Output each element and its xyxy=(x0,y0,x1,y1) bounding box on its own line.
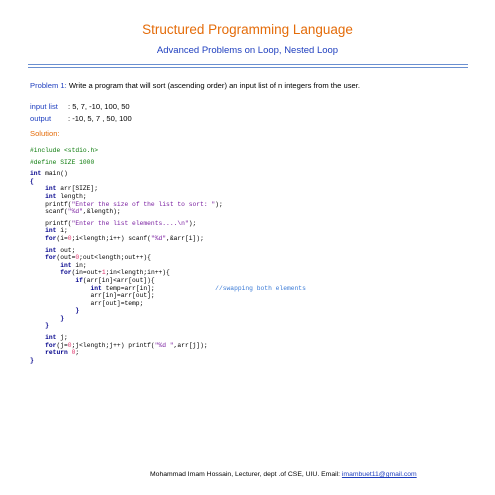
code-line: } xyxy=(30,307,80,315)
header-divider xyxy=(28,64,468,65)
code-line: } xyxy=(30,314,65,322)
code-line: int in; xyxy=(30,261,87,269)
output-value: : -10, 5, 7 , 50, 100 xyxy=(68,114,132,123)
code-line: } xyxy=(30,356,34,364)
problem-label: Problem 1: xyxy=(30,81,67,90)
code-line: scanf("%d",&length); xyxy=(30,208,121,216)
code-line: { xyxy=(30,177,34,185)
code-line: int length; xyxy=(30,192,87,200)
code-line: printf("Enter the size of the list to sort: "); xyxy=(30,200,223,208)
code-line: for(in=out+1;in<length;in++){ xyxy=(30,269,170,277)
footer-email-link[interactable]: imambuet11@gmail.com xyxy=(341,471,417,478)
code-line: #define SIZE 1000 xyxy=(30,158,95,166)
code-line: for(j=0;j<length;j++) printf("%d ",arr[j]); xyxy=(30,341,208,349)
code-comment: //swapping both elements xyxy=(215,284,306,292)
code-block xyxy=(30,147,306,364)
code-line: int arr[SIZE]; xyxy=(30,185,99,193)
problem-statement xyxy=(30,81,360,90)
header-divider-second xyxy=(28,67,468,68)
output-label: output xyxy=(30,114,52,123)
footer-text: Mohammad Imam Hossain, Lecturer, dept .of CSE, UIU. Email: xyxy=(150,471,342,478)
problem-text: Write a program that will sort (ascending order) an input list of n integers from the user. xyxy=(66,81,360,90)
output-row xyxy=(30,114,132,123)
code-line: int main() xyxy=(30,170,68,178)
input-list-value: : 5, 7, -10, 100, 50 xyxy=(68,102,130,111)
code-line: #include <stdio.h> xyxy=(30,147,99,154)
code-line: int temp=arr[in]; //swapping both elements xyxy=(30,284,306,292)
code-line: int j; xyxy=(30,334,68,342)
code-line: int out; xyxy=(30,246,76,254)
solution-label: Solution: xyxy=(30,129,60,138)
page-title: Structured Programming Language xyxy=(142,22,353,37)
code-line: if(arr[in]<arr[out]){ xyxy=(30,276,155,284)
input-list-label: input list xyxy=(30,102,58,111)
code-line: } xyxy=(30,322,49,330)
code-line: for(i=0;i<length;i++) scanf("%d",&arr[i]); xyxy=(30,234,204,242)
code-line: arr[out]=temp; xyxy=(30,299,144,307)
footer xyxy=(150,471,417,478)
code-line: for(out=0;out<length;out++){ xyxy=(30,254,151,262)
code-line: arr[in]=arr[out]; xyxy=(30,292,155,300)
page-subtitle: Advanced Problems on Loop, Nested Loop xyxy=(156,45,339,56)
code-line: int i; xyxy=(30,227,68,235)
code-line: printf("Enter the list elements....\n"); xyxy=(30,219,197,227)
code-line: return 0; xyxy=(30,349,80,357)
input-list-row xyxy=(30,102,130,111)
